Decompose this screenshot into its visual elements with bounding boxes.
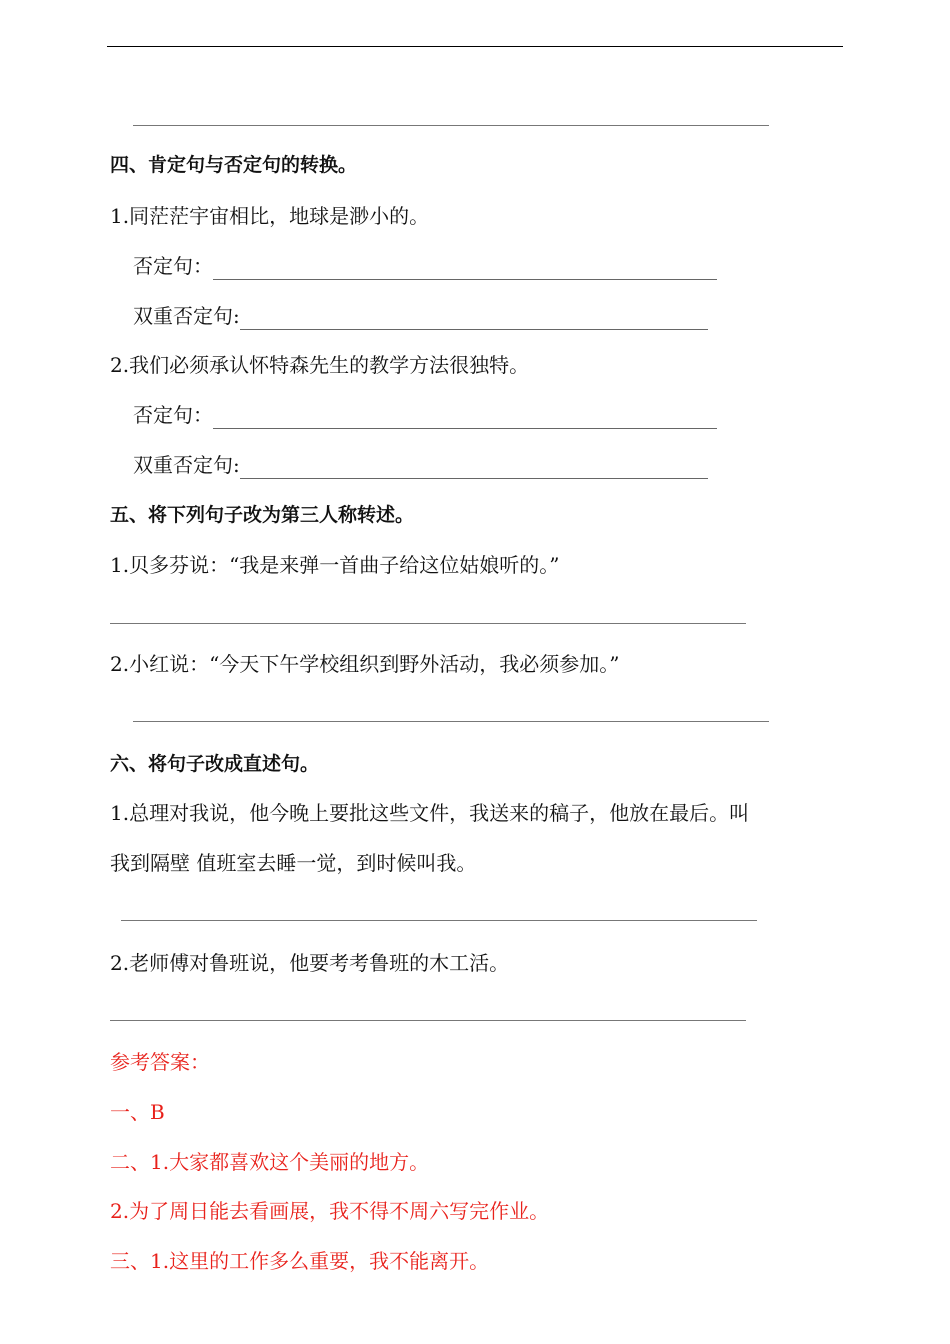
s4-q1-double-negative-blank[interactable]: [240, 311, 708, 330]
s4-q2-double-negative-label: 双重否定句:: [133, 453, 240, 477]
section-5-title: 五、将下列句子改为第三人称转述。: [110, 504, 415, 526]
s4-q1-negative-label: 否定句：: [133, 254, 213, 278]
s4-q2-double-negative-blank[interactable]: [240, 460, 708, 479]
s4-q1-double-negative-label: 双重否定句:: [133, 304, 240, 328]
answer-1: 一、B: [110, 1100, 165, 1124]
s4-q2-negative-blank[interactable]: [213, 410, 717, 429]
s6-q1-line2: 我到隔壁 值班室去睡一觉，到时候叫我。: [110, 851, 477, 875]
s6-q2-text: 2.老师傅对鲁班说，他要考考鲁班的木工活。: [110, 951, 510, 975]
s4-q2-double-negative-row: [133, 451, 708, 479]
answer-3-1: 三、1.这里的工作多么重要，我不能离开。: [110, 1249, 490, 1273]
s5-q1-text: 1.贝多芬说：“我是来弹一首曲子给这位姑娘听的。”: [110, 553, 560, 577]
s4-q1-negative-blank[interactable]: [213, 261, 717, 280]
s4-q2-text: 2.我们必须承认怀特森先生的教学方法很独特。: [110, 353, 530, 377]
section-6-title: 六、将句子改成直述句。: [110, 753, 320, 775]
answer-2-2: 2.为了周日能去看画展，我不得不周六写完作业。: [110, 1199, 550, 1223]
header-rule: [107, 46, 843, 47]
s4-q1-text: 1.同茫茫宇宙相比，地球是渺小的。: [110, 204, 430, 228]
s4-q2-negative-label: 否定句：: [133, 403, 213, 427]
s4-q1-double-negative-row: [133, 302, 708, 330]
s4-q2-negative-row: [133, 401, 717, 429]
s5-q1-answer-line[interactable]: [110, 623, 746, 624]
answer-2-1: 二、1.大家都喜欢这个美丽的地方。: [110, 1150, 430, 1174]
s6-q2-answer-line[interactable]: [110, 1020, 746, 1021]
s5-q2-text: 2.小红说：“今天下午学校组织到野外活动，我必须参加。”: [110, 652, 620, 676]
section-4-title: 四、肯定句与否定句的转换。: [110, 154, 358, 176]
s4-q1-negative-row: [133, 252, 717, 280]
answers-title: 参考答案：: [110, 1050, 210, 1074]
s6-q1-answer-line[interactable]: [121, 920, 757, 921]
s5-q2-answer-line[interactable]: [133, 721, 769, 722]
answer-line: [133, 125, 769, 126]
s6-q1-line1: 1.总理对我说，他今晚上要批这些文件，我送来的稿子，他放在最后。叫: [110, 801, 750, 825]
